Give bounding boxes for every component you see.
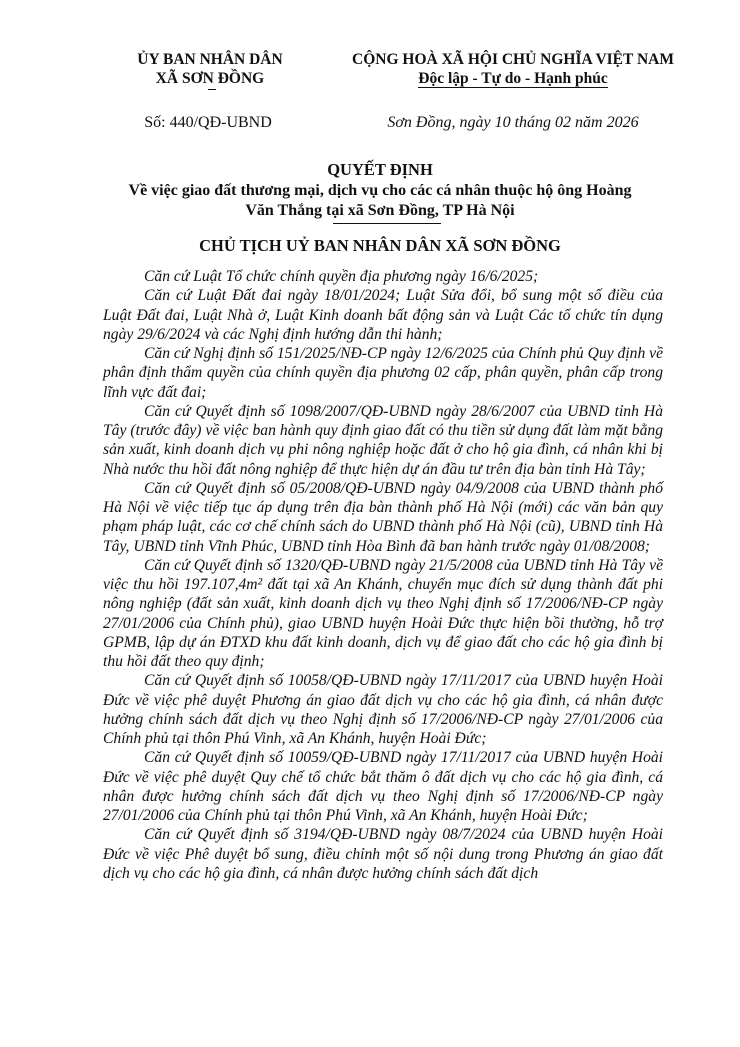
- document-title: [100, 160, 660, 221]
- legal-basis-item: Căn cứ Luật Tổ chức chính quyền địa phương ngày 16/6/2025;: [144, 268, 539, 285]
- document-type: QUYẾT ĐỊNH: [327, 160, 433, 179]
- legal-basis-item: Căn cứ Quyết định số 05/2008/QĐ-UBND ngày 04/9/2008 của UBND thành phố Hà Nội về việc tiếp tục áp dụng trên địa bàn thành phố Hà Nội (mới) các văn bản quy phạm pháp luật, các cơ chế chính sách do UBND thành phố Hà Nội (cũ), UBND tỉnh Hà Tây, UBND tỉnh Vĩnh Phúc, UBND tỉnh Hòa Bình đã ban hành trước ngày 01/08/2008;: [103, 479, 663, 555]
- decision-authority: CHỦ TỊCH UỶ BAN NHÂN DÂN XÃ SƠN ĐỒNG: [199, 236, 561, 255]
- legal-basis-item: Căn cứ Quyết định số 10058/QĐ-UBND ngày 17/11/2017 của UBND huyện Hoài Đức về việc phê duyệt Phương án giao đất dịch vụ cho các hộ gia đình, cá nhân được hưởng chính sách đất dịch vụ theo Nghị định số 17/2006/NĐ-CP ngày 27/01/2006 của Chính phủ tại thôn Phú Vinh, xã An Khánh, huyện Hoài Đức;: [103, 672, 663, 747]
- place-and-date: Sơn Đồng, ngày 10 tháng 02 năm 2026: [387, 114, 639, 131]
- national-motto: Độc lập - Tự do - Hạnh phúc: [418, 70, 608, 87]
- legal-basis-item: Căn cứ Luật Đất đai ngày 18/01/2024; Luật Sửa đổi, bổ sung một số điều của Luật Đất đai, Luật Nhà ở, Luật Kinh doanh bất động sản và Luật Các tổ chức tín dụng ngày 29/6/2024 và các Nghị định hướng dẫn thi hành;: [103, 287, 663, 343]
- document-number: Số: 440/QĐ-UBND: [144, 114, 272, 131]
- document-subject-line1: Về việc giao đất thương mại, dịch vụ cho các cá nhân thuộc hộ ông Hoàng: [128, 182, 632, 199]
- legal-basis-item: Căn cứ Quyết định số 10059/QĐ-UBND ngày 17/11/2017 của UBND huyện Hoài Đức về việc phê duyệt Quy chế tổ chức bắt thăm ô đất dịch vụ cho các hộ gia đình, cá nhân được hưởng chính sách đất dịch vụ theo Nghị định số 17/2006/NĐ-CP ngày 27/01/2006 của Chính phủ tại thôn Phú Vinh, xã An Khánh, huyện Hoài Đức;: [103, 749, 663, 824]
- issuing-authority: [110, 50, 310, 88]
- document-subject-line2: Văn Thắng tại xã Sơn Đồng, TP Hà Nội: [245, 202, 515, 219]
- national-heading: [318, 50, 708, 88]
- legal-basis-item: Căn cứ Quyết định số 1320/QĐ-UBND ngày 21/5/2008 của UBND tỉnh Hà Tây về việc thu hồi 197.107,4m² đất tại xã An Khánh, chuyển mục đích sử dụng thành đất phi nông nghiệp (đất sản xuất, kinh doanh dịch vụ theo Nghị định số 17/2006/NĐ-CP ngày 27/01/2006 của Chính phủ), giao UBND huyện Hoài Đức thực hiện bồi thường, hỗ trợ GPMB, lập dự án ĐTXD khu đất kinh doanh, dịch vụ để giao đất cho các hộ gia đình bị thu hồi đất theo quy định;: [103, 556, 663, 670]
- national-title: CỘNG HOÀ XÃ HỘI CHỦ NGHĨA VIỆT NAM: [352, 51, 674, 68]
- document-meta: [0, 114, 740, 136]
- legal-bases: [103, 267, 663, 883]
- document-header: [0, 50, 740, 98]
- legal-basis-item: Căn cứ Quyết định số 1098/2007/QĐ-UBND ngày 28/6/2007 của UBND tỉnh Hà Tây (trước đây) về việc ban hành quy định giao đất có thu tiền sử dụng đất làm mặt bằng sản xuất, kinh doanh dịch vụ phi nông nghiệp hoặc đất ở cho hộ gia đình, cá nhân khi bị Nhà nước thu hồi đất nông nghiệp để thực hiện dự án đầu tư trên địa bàn tỉnh Hà Tây;: [103, 402, 663, 478]
- legal-basis-item: Căn cứ Quyết định số 3194/QĐ-UBND ngày 08/7/2024 của UBND huyện Hoài Đức về việc Phê duyệt bổ sung, điều chỉnh một số nội dung trong Phương án giao đất dịch vụ cho các hộ gia đình, cá nhân được hưởng chính sách đất dịch: [103, 826, 663, 882]
- legal-basis-item: Căn cứ Nghị định số 151/2025/NĐ-CP ngày 12/6/2025 của Chính phủ Quy định về phân định thẩm quyền của chính quyền địa phương 02 cấp, phân quyền, phân cấp trong lĩnh vực đất đai;: [103, 345, 663, 401]
- title-divider: [333, 223, 441, 224]
- issuing-authority-line2: XÃ SƠN ĐỒNG: [155, 70, 265, 87]
- issuing-authority-line1: ỦY BAN NHÂN DÂN: [137, 51, 283, 68]
